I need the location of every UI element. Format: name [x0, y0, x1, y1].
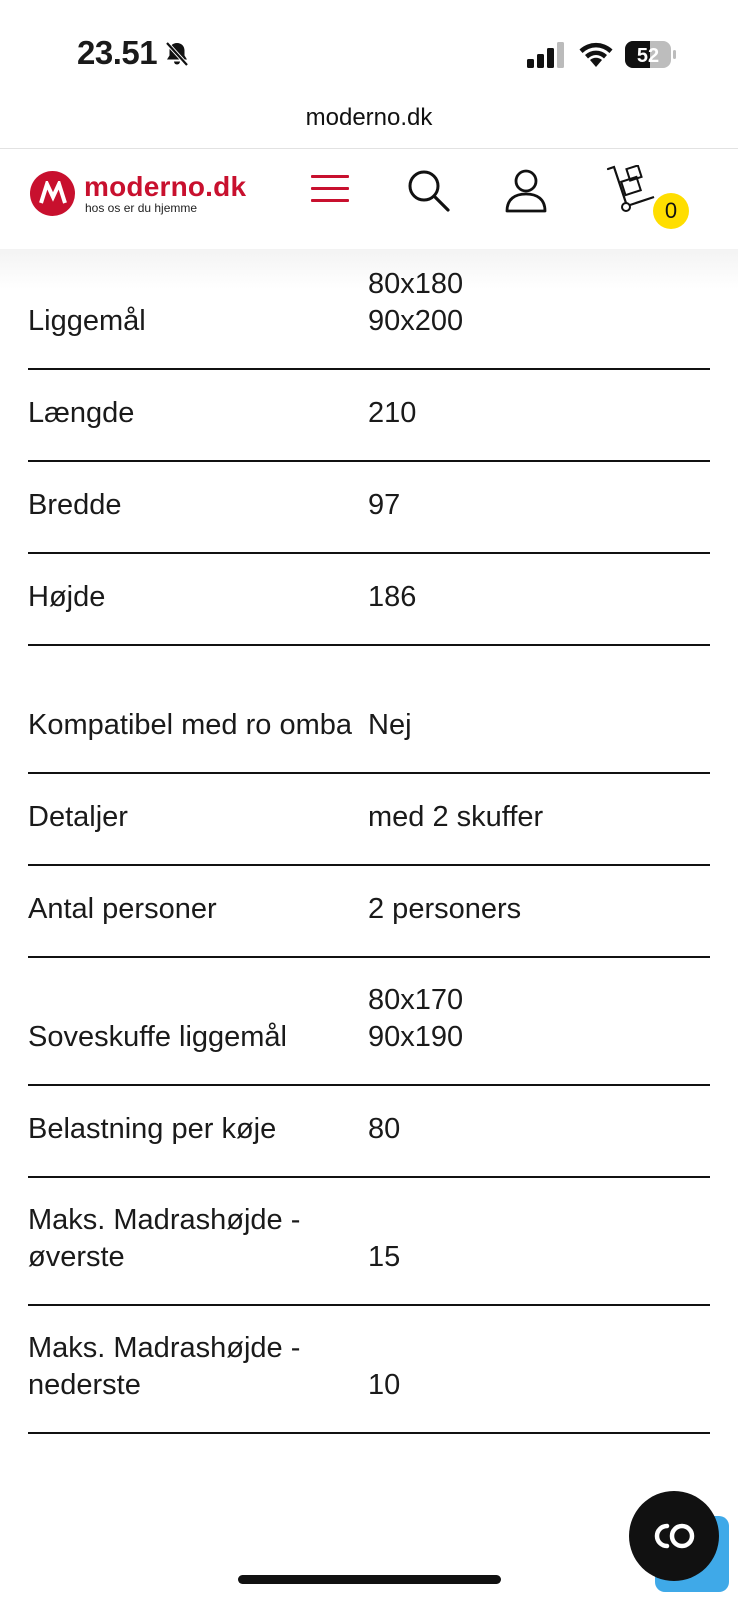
spec-label: Længde: [28, 397, 135, 429]
spec-row: [28, 866, 710, 958]
spec-row: [28, 1086, 710, 1178]
spec-row: [28, 462, 710, 554]
spec-value: 80x180 90x200: [368, 268, 464, 337]
spec-row: [28, 774, 710, 866]
spec-label: Liggemål: [28, 305, 146, 337]
wifi-icon: [578, 40, 614, 68]
spec-value: 80: [368, 1113, 401, 1145]
spec-value: 210: [368, 397, 417, 429]
spec-row: [28, 1178, 710, 1306]
user-icon[interactable]: [505, 169, 547, 213]
spec-label: Maks. Madrashøjde - øverste: [28, 1204, 301, 1273]
spec-value: 10: [368, 1369, 401, 1401]
spec-value: 97: [368, 489, 401, 521]
logo-mark-icon: [30, 171, 75, 216]
status-bar: [0, 0, 738, 100]
chat-logo-icon: [651, 1522, 697, 1550]
spec-value: 80x170 90x190: [368, 984, 464, 1053]
spec-label: Højde: [28, 581, 106, 613]
spec-label: Kompatibel med ro omba: [28, 709, 352, 741]
spec-row: [28, 646, 710, 774]
chat-button[interactable]: [629, 1491, 719, 1581]
spec-row: [28, 370, 710, 462]
spec-value: 15: [368, 1241, 401, 1273]
spec-label: Soveskuffe liggemål: [28, 1021, 288, 1053]
logo-name: moderno.dk: [84, 171, 247, 202]
spec-label: Maks. Madrashøjde - nederste: [28, 1332, 301, 1401]
cart-count-badge[interactable]: 0: [653, 193, 689, 229]
status-time: 23.51: [77, 34, 158, 71]
spec-value: 2 personers: [368, 893, 522, 925]
spec-table: [28, 270, 710, 1434]
spec-label: Bredde: [28, 489, 122, 521]
spec-row: [28, 554, 710, 646]
spec-value: med 2 skuffer: [368, 801, 544, 833]
url-bar[interactable]: moderno.dk: [305, 104, 433, 131]
battery-icon: [625, 41, 677, 68]
spec-value: Nej: [368, 709, 412, 741]
battery-level: 52: [636, 45, 660, 67]
spec-value: 186: [368, 581, 417, 613]
spec-row: [28, 1306, 710, 1434]
spec-label: Belastning per køje: [28, 1113, 277, 1145]
search-icon[interactable]: [407, 169, 451, 213]
menu-icon[interactable]: [311, 175, 349, 205]
spec-label: Detaljer: [28, 801, 128, 833]
signal-icon: [527, 42, 565, 68]
home-indicator: [238, 1575, 501, 1584]
spec-row: [28, 958, 710, 1086]
spec-label: Antal personer: [28, 893, 217, 925]
site-header: [0, 149, 738, 249]
bell-slash-icon: [163, 40, 191, 68]
logo-tagline: hos os er du hjemme: [85, 201, 198, 215]
site-logo[interactable]: [30, 171, 260, 221]
spec-row: [28, 270, 710, 370]
